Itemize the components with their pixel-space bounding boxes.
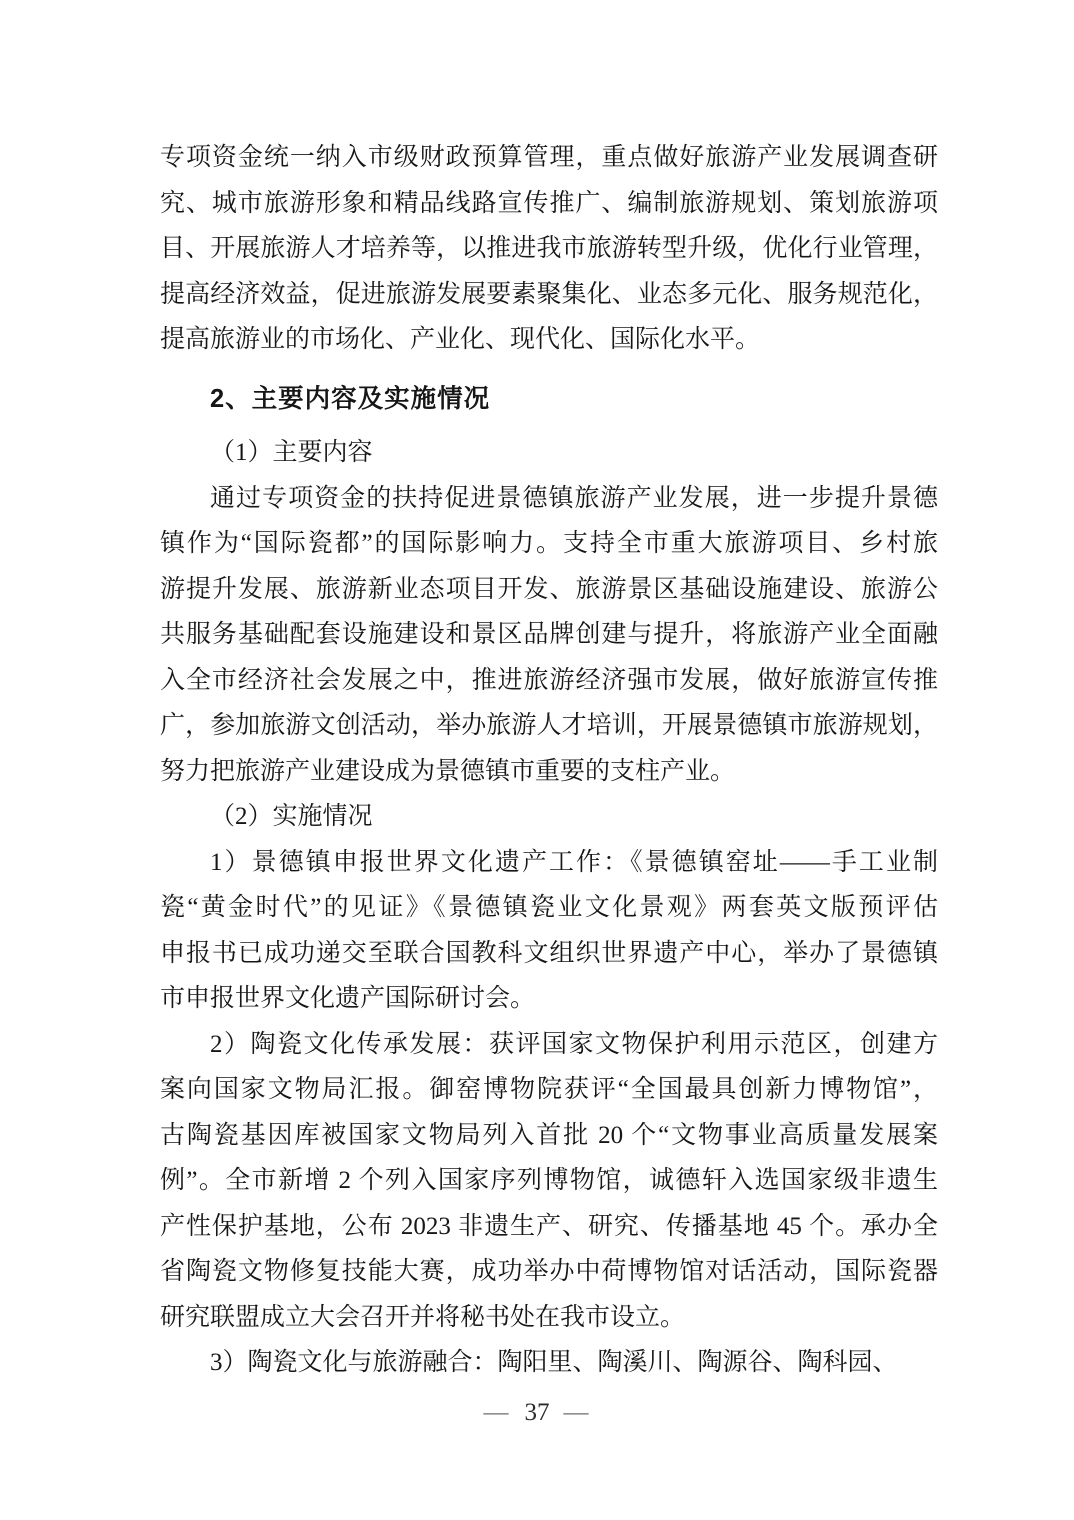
doc-line: 案向国家文物局汇报。御窑博物院获评“全国最具创新力博物馆”， (160, 1076, 938, 1103)
doc-line: 提高旅游业的市场化、产业化、现代化、国际化水平。 (160, 326, 761, 353)
doc-line: 努力把旅游产业建设成为景德镇市重要的支柱产业。 (160, 757, 736, 785)
para-label-implementation-status (160, 794, 938, 840)
page-number: 37 (524, 1399, 550, 1426)
doc-line: 游提升发展、旅游新业态项目开发、旅游景区基础设施建设、旅游公 (160, 575, 938, 603)
doc-line: 2）陶瓷文化传承发展：获评国家文物保护利用示范区，创建方 (210, 1030, 938, 1058)
doc-line: 镇作为“国际瓷都”的国际影响力。支持全市重大旅游项目、乡村旅 (160, 530, 938, 557)
doc-line: 提高经济效益，促进旅游发展要素聚集化、业态多元化、服务规范化， (160, 280, 938, 308)
doc-line: 瓷“黄金时代”的见证》《景德镇瓷业文化景观》两套英文版预评估 (160, 894, 938, 921)
para-label-main-content (160, 430, 938, 476)
doc-line: 例”。全市新增 2 个列入国家序列博物馆，诚德轩入选国家级非遗生 (160, 1167, 938, 1194)
doc-line: 究、城市旅游形象和精品线路宣传推广、编制旅游规划、策划旅游项 (160, 189, 938, 217)
para-culture-tourism-integration (160, 1340, 938, 1386)
doc-line: 市申报世界文化遗产国际研讨会。 (160, 985, 536, 1012)
footer-dash-right: — (563, 1399, 591, 1426)
footer-dash-left: — (483, 1399, 511, 1426)
doc-line: 申报书已成功递交至联合国教科文组织世界遗产中心，举办了景德镇 (160, 939, 938, 967)
section-heading-text: 2、主要内容及实施情况 (210, 384, 491, 413)
para-ceramic-culture-inheritance (160, 1022, 938, 1341)
para-funding-management (160, 135, 938, 363)
heading-main-content-implementation (160, 377, 938, 423)
page-footer (0, 1398, 1074, 1428)
doc-line: 产性保护基地，公布 2023 非遗生产、研究、传播基地 45 个。承办全 (160, 1212, 938, 1240)
doc-line: 专项资金统一纳入市级财政预算管理，重点做好旅游产业发展调查研 (160, 144, 938, 171)
doc-line: 目、开展旅游人才培养等，以推进我市旅游转型升级，优化行业管理， (160, 235, 938, 262)
doc-line: 3）陶瓷文化与旅游融合：陶阳里、陶溪川、陶源谷、陶科园、 (210, 1349, 898, 1376)
doc-line: 广，参加旅游文创活动，举办旅游人才培训，开展景德镇市旅游规划， (160, 712, 938, 739)
para-heritage-application (160, 840, 938, 1022)
doc-line: 入全市经济社会发展之中，推进旅游经济强市发展，做好旅游宣传推 (160, 666, 938, 694)
doc-line: （1）主要内容 (210, 439, 373, 466)
para-main-content-body (160, 476, 938, 795)
doc-line: 通过专项资金的扶持促进景德镇旅游产业发展，进一步提升景德 (210, 484, 938, 512)
doc-line: 省陶瓷文物修复技能大赛，成功举办中荷博物馆对话活动，国际瓷器 (160, 1258, 938, 1285)
document-body (160, 135, 938, 1386)
doc-line: 古陶瓷基因库被国家文物局列入首批 20 个“文物事业高质量发展案 (160, 1121, 938, 1149)
doc-line: 研究联盟成立大会召开并将秘书处在我市设立。 (160, 1303, 686, 1331)
doc-line: 1）景德镇申报世界文化遗产工作：《景德镇窑址——手工业制 (210, 848, 938, 876)
doc-line: （2）实施情况 (210, 803, 373, 830)
doc-line: 共服务基础配套设施建设和景区品牌创建与提升，将旅游产业全面融 (160, 621, 938, 648)
